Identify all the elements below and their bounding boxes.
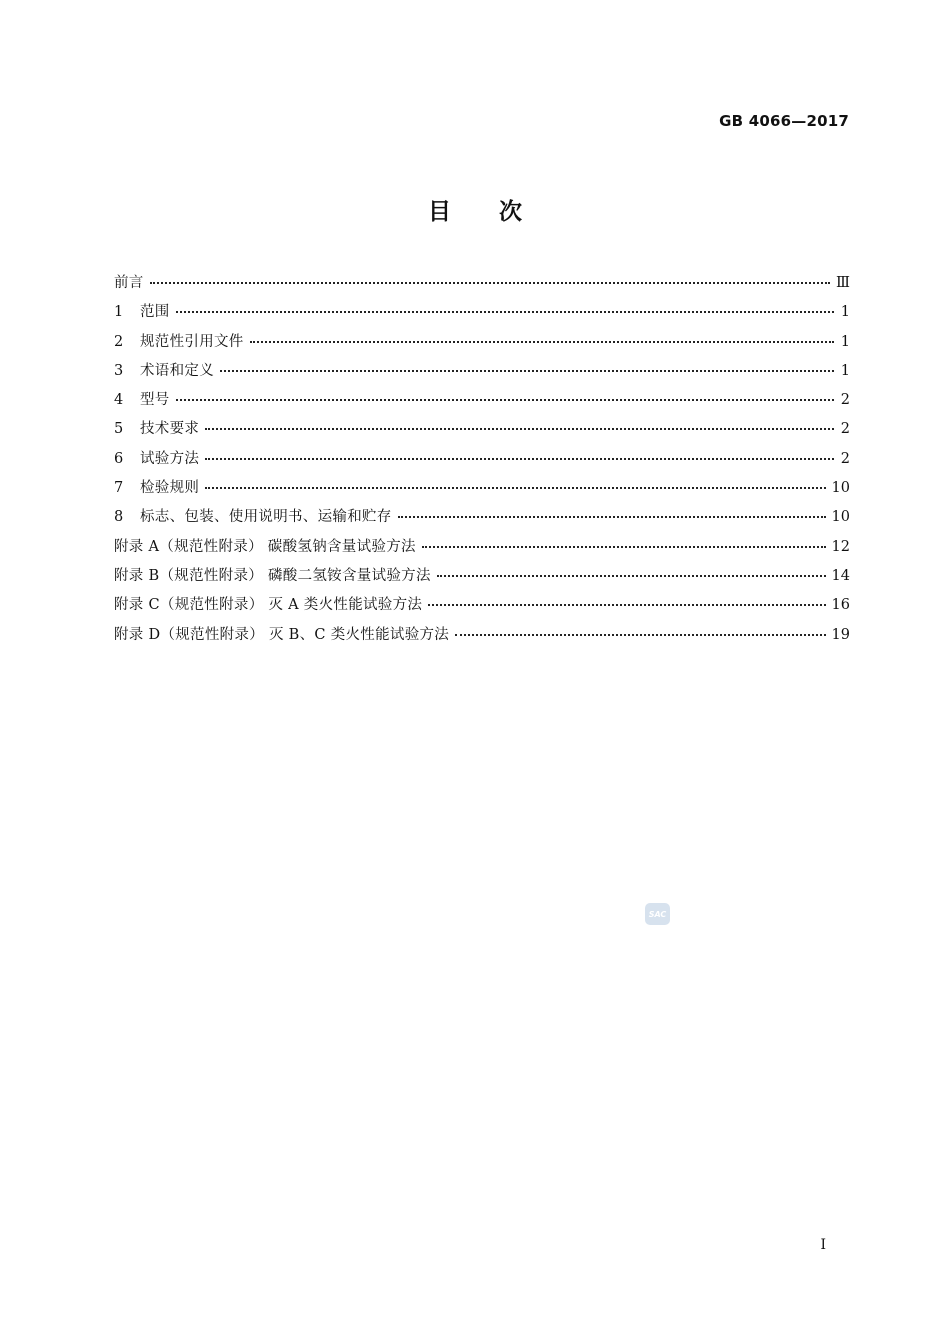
toc-entry[interactable] — [114, 623, 850, 652]
standard-code: GB 4066—2017 — [719, 112, 849, 130]
toc-number: 6 — [114, 450, 124, 467]
toc-page: 1 — [840, 362, 850, 379]
toc-label: 规范性引用文件 — [140, 333, 244, 350]
page-number: I — [820, 1237, 826, 1253]
toc-leader — [220, 370, 834, 372]
toc-label: 附录 D（规范性附录） 灭 B、C 类火性能试验方法 — [114, 626, 450, 643]
toc-leader — [150, 282, 830, 284]
toc-page: 19 — [831, 626, 850, 643]
toc-leader — [176, 399, 834, 401]
toc-label: 附录 C（规范性附录） 灭 A 类火性能试验方法 — [114, 597, 423, 614]
toc-entry[interactable] — [114, 593, 850, 622]
toc-page: 14 — [831, 567, 850, 584]
page-title — [0, 193, 950, 226]
toc-entry[interactable] — [114, 535, 850, 564]
toc-label: 附录 A（规范性附录） 碳酸氢钠含量试验方法 — [114, 538, 416, 555]
toc-leader — [437, 575, 826, 577]
toc-entry[interactable] — [114, 447, 850, 476]
toc-leader — [428, 604, 825, 606]
title-char-2: 次 — [499, 199, 522, 225]
toc-page: 2 — [840, 450, 850, 467]
toc-page: 2 — [840, 421, 850, 438]
toc-label: 附录 B（规范性附录） 磷酸二氢铵含量试验方法 — [114, 567, 431, 584]
toc-page: 1 — [840, 304, 850, 321]
toc-entry[interactable] — [114, 330, 850, 359]
toc-label: 范围 — [140, 304, 170, 321]
toc-entry[interactable] — [114, 564, 850, 593]
toc-page: Ⅲ — [836, 275, 850, 291]
toc-entry[interactable] — [114, 271, 850, 300]
toc-label: 型号 — [140, 392, 170, 409]
toc-leader — [205, 487, 825, 489]
toc-number: 2 — [114, 333, 124, 350]
toc-number: 8 — [114, 509, 124, 526]
toc-entry[interactable] — [114, 300, 850, 329]
toc-leader — [398, 516, 826, 518]
toc-label: 前言 — [114, 275, 144, 291]
toc-label: 标志、包装、使用说明书、运输和贮存 — [140, 509, 392, 526]
table-of-contents — [114, 271, 850, 652]
toc-entry[interactable] — [114, 476, 850, 505]
toc-label: 检验规则 — [140, 480, 200, 497]
toc-leader — [205, 458, 834, 460]
toc-page: 10 — [831, 480, 850, 497]
toc-leader — [455, 634, 825, 636]
toc-label: 术语和定义 — [140, 362, 214, 379]
toc-page: 2 — [840, 392, 850, 409]
toc-entry[interactable] — [114, 417, 850, 446]
sac-watermark-logo: SAC — [645, 903, 670, 925]
toc-entry[interactable] — [114, 505, 850, 534]
toc-number: 1 — [114, 304, 124, 321]
toc-label: 技术要求 — [140, 421, 200, 438]
toc-page: 10 — [831, 509, 850, 526]
toc-entry[interactable] — [114, 388, 850, 417]
toc-entry[interactable] — [114, 359, 850, 388]
toc-leader — [205, 428, 834, 430]
toc-label: 试验方法 — [140, 450, 200, 467]
toc-leader — [422, 546, 826, 548]
toc-page: 1 — [840, 333, 850, 350]
toc-number: 3 — [114, 362, 124, 379]
toc-number: 4 — [114, 392, 124, 409]
toc-number: 7 — [114, 480, 124, 497]
toc-number: 5 — [114, 421, 124, 438]
title-char-1: 目 — [428, 199, 451, 225]
toc-page: 16 — [831, 597, 850, 614]
toc-page: 12 — [831, 538, 850, 555]
toc-leader — [250, 341, 834, 343]
toc-leader — [176, 311, 834, 313]
